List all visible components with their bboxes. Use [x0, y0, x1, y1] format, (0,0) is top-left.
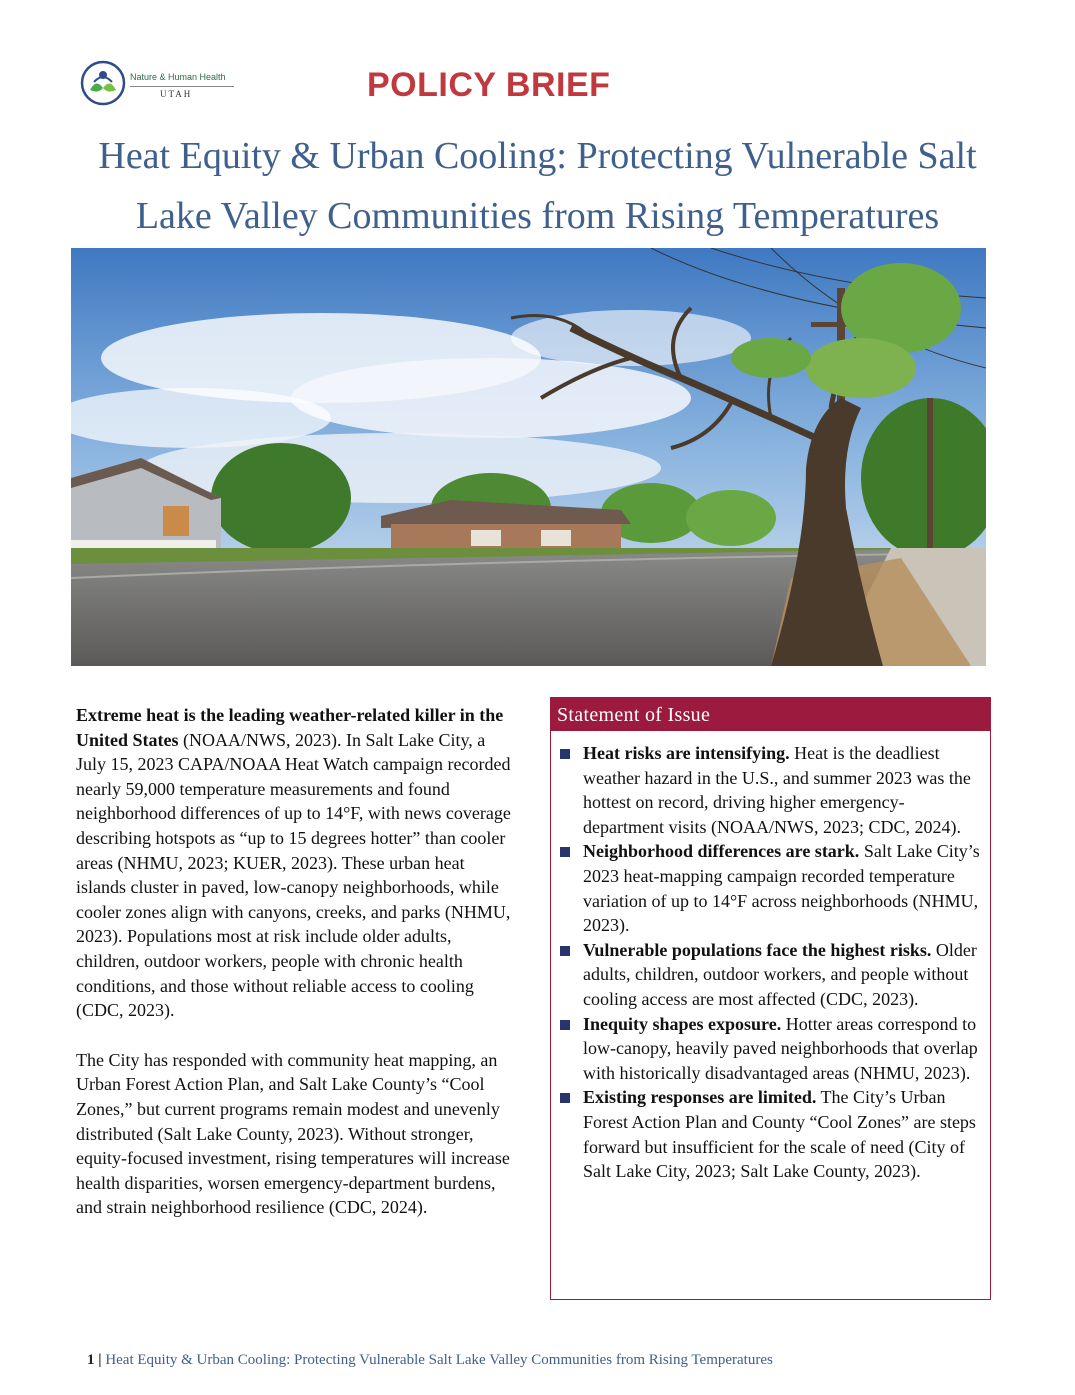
square-bullet-icon — [560, 946, 570, 956]
square-bullet-icon — [560, 749, 570, 759]
hero-photo — [71, 248, 986, 666]
issue-item — [583, 741, 980, 839]
issue-item — [583, 839, 980, 937]
logo-divider — [130, 86, 234, 87]
statement-of-issue-heading: Statement of Issue — [551, 697, 990, 731]
square-bullet-icon — [560, 847, 570, 857]
issue-item — [583, 1085, 980, 1183]
logo-state: UTAH — [160, 89, 193, 99]
issue-item — [583, 938, 980, 1012]
issue-item-text: The City’s Urban Forest Action Plan and County “Cool Zones” are steps forward but insufficient for the scale of need (City of Salt Lake City, 2023; Salt Lake County, 2023). — [583, 1087, 976, 1182]
intro-paragraph-1-text: (NOAA/NWS, 2023). In Salt Lake City, a July 15, 2023 CAPA/NOAA Heat Watch campaign recorded nearly 59,000 temperature measurements and found neighborhood differences of up to 14°F, with news coverage describing hotspots as “up to 15 degrees hotter” than cooler areas (NHMU, 2023; KUER, 2023). These urban heat islands cluster in paved, low-canopy neighborhoods, while cooler zones align with canyons, creeks, and parks (NHMU, 2023). Populations most at risk include older adults, children, outdoor workers, people with chronic health conditions, and those without reliable access to cooling (CDC, 2023). — [76, 729, 511, 1021]
organization-logo — [80, 60, 240, 110]
issue-item-title: Inequity shapes exposure. — [583, 1013, 782, 1034]
street-scene-illustration — [71, 248, 986, 666]
issue-item-title: Existing responses are limited. — [583, 1087, 817, 1108]
issue-item-text: Hotter areas correspond to low-canopy, heavily paved neighborhoods that overlap with historically disadvantaged areas (NHMU, 2023). — [583, 1013, 978, 1083]
intro-paragraph-1 — [76, 703, 516, 1023]
page-title: Heat Equity & Urban Cooling: Protecting Vulnerable Salt Lake Valley Communities from Rising Temperatures — [98, 135, 977, 237]
intro-paragraph-2: The City has responded with community heat mapping, an Urban Forest Action Plan, and Salt Lake County’s “Cool Zones,” but current programs remain modest and unevenly distributed (Salt Lake County, 2023). Without stronger, equity-focused investment, rising temperatures will increase health disparities, worsen emergency-department burdens, and strain neighborhood resilience (CDC, 2024). — [76, 1049, 510, 1218]
footer-separator: | — [98, 1352, 102, 1368]
intro-column — [76, 703, 516, 1220]
document-type-label: POLICY BRIEF — [367, 66, 611, 104]
logo-org-name: Nature & Human Health — [130, 72, 226, 82]
issue-item-title: Heat risks are intensifying. — [583, 743, 790, 763]
issue-item — [583, 1012, 980, 1086]
issue-item-title: Vulnerable populations face the highest risks. — [583, 939, 932, 960]
intro-lead: Extreme heat is the leading weather-related killer in the United States — [76, 705, 504, 750]
issue-item-text: Older adults, children, outdoor workers, and people without cooling access are most affected (CDC, 2023). — [583, 939, 977, 1009]
statement-of-issue-box — [550, 697, 991, 1300]
issue-item-text: Heat is the deadliest weather hazard in the U.S., and summer 2023 was the hottest on record, driving higher emergency-department visits (NOAA/NWS, 2023; CDC, 2024). — [583, 743, 971, 837]
issue-item-text: Salt Lake City’s 2023 heat-mapping campaign recorded temperature variation of up to 14°F across neighborhoods (NHMU, 2023). — [583, 841, 980, 936]
issue-list — [551, 731, 990, 1184]
page-number: 1 — [87, 1352, 95, 1368]
footer-title: Heat Equity & Urban Cooling: Protecting Vulnerable Salt Lake Valley Communities from Rising Temperatures — [105, 1352, 773, 1368]
square-bullet-icon — [560, 1020, 570, 1030]
logo-globe-icon — [80, 60, 126, 106]
issue-item-title: Neighborhood differences are stark. — [583, 841, 860, 862]
page-footer — [87, 1352, 773, 1369]
square-bullet-icon — [560, 1093, 570, 1103]
